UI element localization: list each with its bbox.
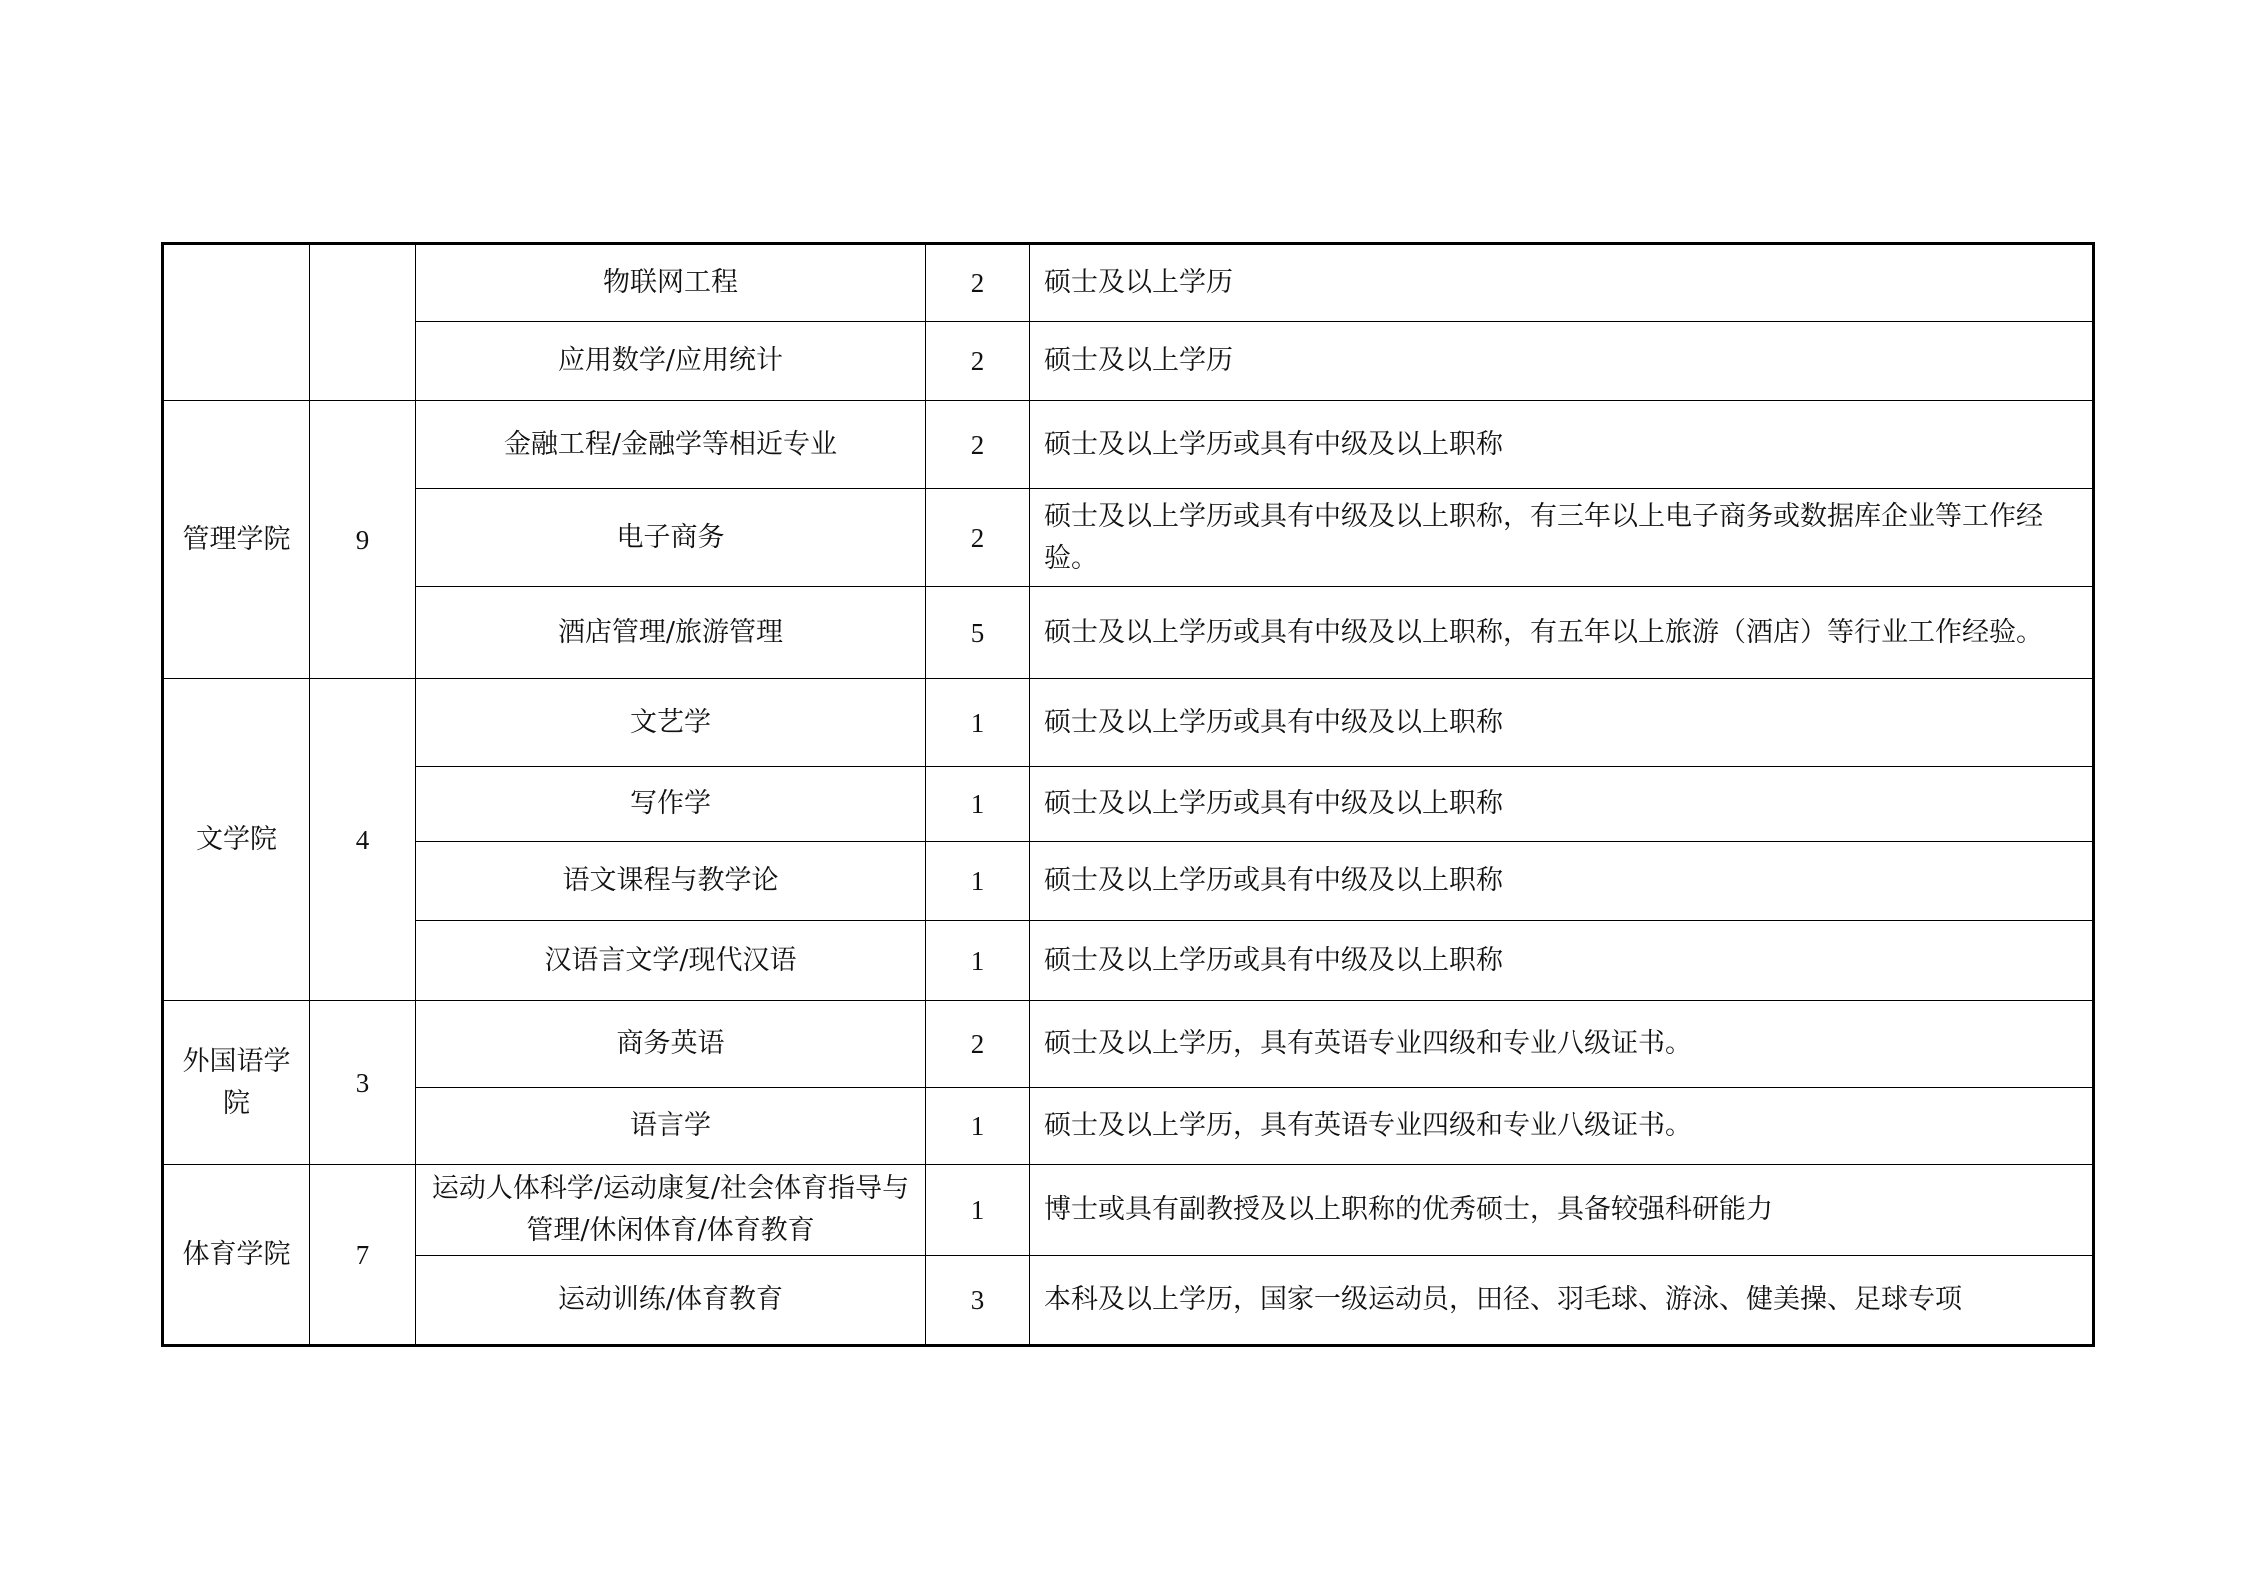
requirement-cell: 硕士及以上学历或具有中级及以上职称 <box>1030 842 2094 921</box>
college-name-cell: 体育学院 <box>163 1165 310 1346</box>
major-cell: 商务英语 <box>416 1001 926 1088</box>
table-row <box>163 1088 2094 1165</box>
requirement-cell: 硕士及以上学历或具有中级及以上职称 <box>1030 921 2094 1001</box>
college-name-cell: 外国语学院 <box>163 1001 310 1165</box>
count-cell: 2 <box>926 401 1030 489</box>
major-cell: 物联网工程 <box>416 244 926 322</box>
college-name-cell: 文学院 <box>163 679 310 1001</box>
requirement-cell: 硕士及以上学历或具有中级及以上职称 <box>1030 401 2094 489</box>
count-cell: 2 <box>926 244 1030 322</box>
college-name-cell: 管理学院 <box>163 401 310 679</box>
major-cell: 汉语言文学/现代汉语 <box>416 921 926 1001</box>
table-row <box>163 1256 2094 1346</box>
table-row <box>163 587 2094 679</box>
college-total-cell: 4 <box>310 679 416 1001</box>
count-cell: 1 <box>926 1088 1030 1165</box>
table-row <box>163 1001 2094 1088</box>
recruitment-table <box>161 242 2095 1347</box>
count-cell: 2 <box>926 1001 1030 1088</box>
requirement-cell: 硕士及以上学历或具有中级及以上职称，有三年以上电子商务或数据库企业等工作经验。 <box>1030 489 2094 587</box>
table-row <box>163 401 2094 489</box>
major-cell: 语文课程与教学论 <box>416 842 926 921</box>
college-total-cell: 7 <box>310 1165 416 1346</box>
table-row <box>163 244 2094 322</box>
requirement-cell: 硕士及以上学历或具有中级及以上职称 <box>1030 679 2094 767</box>
major-cell: 运动人体科学/运动康复/社会体育指导与管理/休闲体育/体育教育 <box>416 1165 926 1256</box>
requirement-cell: 博士或具有副教授及以上职称的优秀硕士，具备较强科研能力 <box>1030 1165 2094 1256</box>
college-total-cell: 9 <box>310 401 416 679</box>
table-row <box>163 679 2094 767</box>
major-cell: 运动训练/体育教育 <box>416 1256 926 1346</box>
major-cell: 文艺学 <box>416 679 926 767</box>
table-row <box>163 767 2094 842</box>
table-row <box>163 322 2094 401</box>
table-row <box>163 921 2094 1001</box>
requirement-cell: 本科及以上学历，国家一级运动员，田径、羽毛球、游泳、健美操、足球专项 <box>1030 1256 2094 1346</box>
count-cell: 1 <box>926 1165 1030 1256</box>
major-cell: 写作学 <box>416 767 926 842</box>
count-cell: 3 <box>926 1256 1030 1346</box>
count-cell: 1 <box>926 767 1030 842</box>
major-cell: 酒店管理/旅游管理 <box>416 587 926 679</box>
requirement-cell: 硕士及以上学历或具有中级及以上职称，有五年以上旅游（酒店）等行业工作经验。 <box>1030 587 2094 679</box>
requirement-cell: 硕士及以上学历 <box>1030 322 2094 401</box>
count-cell: 5 <box>926 587 1030 679</box>
major-cell: 金融工程/金融学等相近专业 <box>416 401 926 489</box>
requirement-cell: 硕士及以上学历或具有中级及以上职称 <box>1030 767 2094 842</box>
count-cell: 1 <box>926 921 1030 1001</box>
major-cell: 电子商务 <box>416 489 926 587</box>
count-cell: 1 <box>926 842 1030 921</box>
major-cell: 应用数学/应用统计 <box>416 322 926 401</box>
college-total-cell <box>310 244 416 401</box>
major-cell: 语言学 <box>416 1088 926 1165</box>
requirement-cell: 硕士及以上学历，具有英语专业四级和专业八级证书。 <box>1030 1088 2094 1165</box>
requirement-cell: 硕士及以上学历，具有英语专业四级和专业八级证书。 <box>1030 1001 2094 1088</box>
count-cell: 2 <box>926 322 1030 401</box>
table-row <box>163 842 2094 921</box>
table-row <box>163 489 2094 587</box>
count-cell: 2 <box>926 489 1030 587</box>
college-name-cell <box>163 244 310 401</box>
requirement-cell: 硕士及以上学历 <box>1030 244 2094 322</box>
count-cell: 1 <box>926 679 1030 767</box>
college-total-cell: 3 <box>310 1001 416 1165</box>
table-row <box>163 1165 2094 1256</box>
